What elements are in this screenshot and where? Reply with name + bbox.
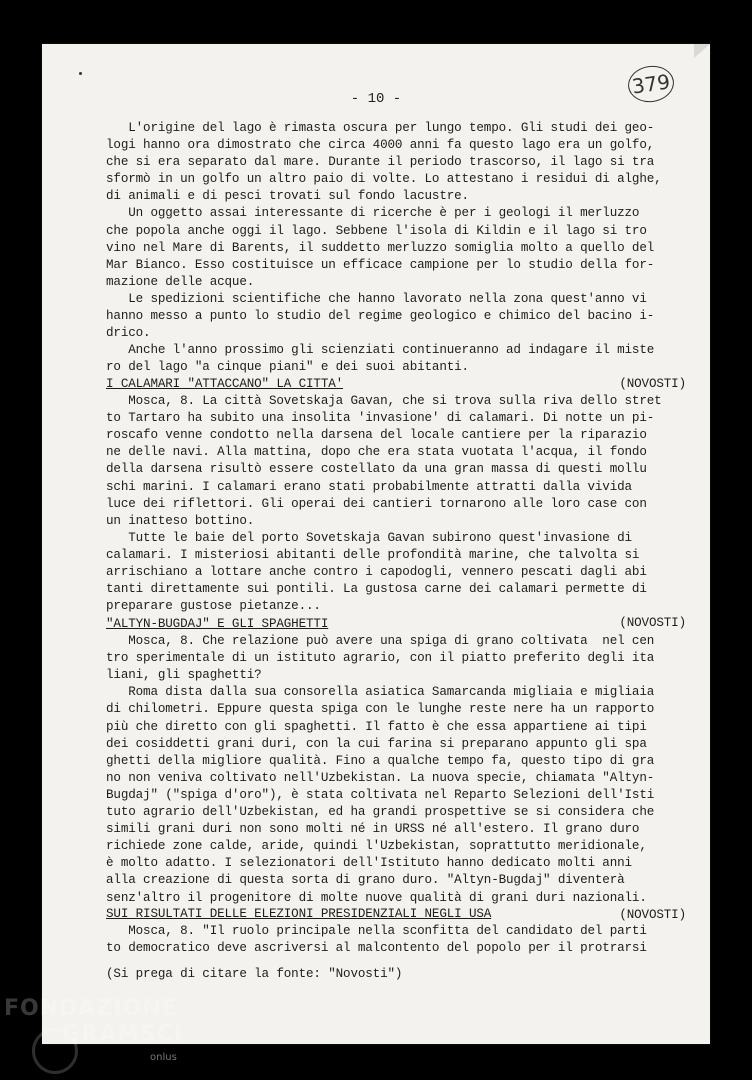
text-line: di animali e di pesci trovati sul fondo lacustre.: [106, 189, 469, 204]
watermark-line2: GRAMSCI: [62, 1022, 184, 1047]
text-line: che si era separato dal mare. Durante il periodo trascorso, il lago si tra: [106, 155, 655, 170]
text-line: Le spedizioni scientifiche che hanno lavorato nella zona quest'anno vi: [106, 291, 647, 306]
article-lago: [106, 120, 686, 394]
text-line: liani, gli spaghetti?: [106, 668, 262, 683]
text-line: Roma dista dalla sua consorella asiatica Samarcanda migliaia e migliaia: [106, 685, 655, 700]
document-page: [42, 44, 710, 1044]
text-line: che popola anche oggi il lago. Sebbene l'isola di Kildin e il lago si tro: [106, 223, 647, 238]
text-line: senz'altro il progenitore di molte nuove qualità di grani duri nazionali.: [106, 890, 647, 905]
archive-number-stamp: 379: [626, 63, 677, 105]
text-line: roscafo venne condotto nella darsena del locale cantiere per la riparazio: [106, 428, 647, 443]
article-altyn-bugdaj: [106, 616, 686, 924]
watermark-suffix: onlus: [150, 1052, 177, 1063]
section-heading: "ALTYN-BUGDAJ" E GLI SPAGHETTI: [106, 617, 329, 631]
text-line: tuto agrario dell'Uzbekistan, ed ha grandi prospettive se si considera che: [106, 805, 655, 820]
section-heading: I CALAMARI "ATTACCANO" LA CITTA': [106, 377, 344, 391]
text-line: Mar Bianco. Esso costituisce un efficace campione per lo studio della for-: [106, 257, 655, 272]
text-line: ro del lago "a cinque piani" e dei suoi abitanti.: [106, 360, 469, 375]
text-line: hanno messo a punto lo studio del regime geologico e chimico del bacino i-: [106, 309, 655, 324]
text-line: Mosca, 8. "Il ruolo principale nella sconfitta del candidato del parti: [106, 924, 647, 939]
text-line: di chilometri. Eppure questa spiga con le lunghe reste nere ha un rapporto: [106, 702, 655, 717]
source-credit: (NOVOSTI): [619, 907, 686, 922]
page-corner-fold: [694, 44, 710, 58]
article-calamari: [106, 376, 686, 632]
text-line: tanti direttamente sui pontili. La gustosa carne dei calamari permette di: [106, 582, 647, 597]
text-line: Un oggetto assai interessante di ricerche è per i geologi il merluzzo: [106, 206, 640, 221]
section-heading: SUI RISULTATI DELLE ELEZIONI PRESIDENZIALI NEGLI USA: [106, 907, 492, 921]
text-line: L'origine del lago è rimasta oscura per lungo tempo. Gli studi dei geo-: [106, 121, 655, 135]
watermark-logo: [4, 996, 204, 1076]
source-credit: (NOVOSTI): [619, 616, 686, 631]
text-line: alla creazione di questa sorta di grano duro. "Altyn-Bugdaj" diventerà: [106, 873, 625, 888]
text-line: tro sperimentale di un istituto agrario, con il piatto preferito degli ita: [106, 651, 655, 666]
text-line: logi hanno ora dimostrato che circa 4000 anni fa questo lago era un golfo,: [106, 138, 655, 153]
text-line: preparare gustose pietanze...: [106, 599, 321, 614]
text-line: più che diretto con gli spaghetti. Il fatto è che essa appartiene ai tipi: [106, 719, 647, 734]
article-elezioni-usa: [106, 906, 686, 957]
text-line: Tutte le baie del porto Sovetskaja Gavan subirono quest'invasione di: [106, 530, 632, 545]
text-line: della darsena risultò essere costellato da una gran massa di questi mollu: [106, 462, 647, 477]
text-line: simili grani duri non sono molti né in URSS né all'estero. Il grano duro: [106, 822, 640, 837]
text-line: vino nel Mare di Barents, il suddetto merluzzo somiglia molto a quello del: [106, 240, 655, 255]
text-line: Mosca, 8. La città Sovetskaja Gavan, che si trova sulla riva dello stret: [106, 394, 662, 409]
text-line: richiede zone calde, aride, quindi l'Uzbekistan, soprattutto meridionale,: [106, 839, 647, 854]
text-line: Mosca, 8. Che relazione può avere una spiga di grano coltivata nel cen: [106, 634, 655, 649]
watermark-line1: FONDAZIONE: [4, 996, 178, 1021]
text-line: mazione delle acque.: [106, 274, 255, 289]
text-line: ghetti della migliore qualità. Fino a qualche tempo fa, questo tipo di gra: [106, 753, 655, 768]
source-credit: (NOVOSTI): [619, 377, 686, 392]
text-line: to Tartaro ha subito una insolita 'invasione' di calamari. Di notte un pi-: [106, 411, 655, 426]
text-line: schi marini. I calamari erano stati probabilmente attratti dalla vivida: [106, 479, 632, 494]
text-line: sformò in un golfo un altro paio di volte. Lo attestano i residui di alghe,: [106, 172, 662, 187]
text-line: no non veniva coltivato nell'Uzbekistan. La nuova specie, chiamata "Altyn-: [106, 770, 655, 785]
text-line: Anche l'anno prossimo gli scienziati continueranno ad indagare il miste: [106, 343, 655, 358]
citation-note: [106, 966, 686, 983]
text-line: calamari. I misteriosi abitanti delle profondità marine, che talvolta si: [106, 547, 640, 562]
page-number: - 10 -: [350, 91, 402, 107]
text-line: dei cosiddetti grani duri, con la cui farina si preparano appunto gli spa: [106, 736, 647, 751]
text-line: arrischiano a lottare anche contro i capodogli, vennero pescati dagli abi: [106, 565, 647, 580]
text-line: è molto adatto. I selezionatori dell'Istituto hanno dedicato molti anni: [106, 856, 632, 871]
text-line: drico.: [106, 326, 151, 341]
text-line: ne delle navi. Alla mattina, dopo che era stata vuotata l'acqua, il fondo: [106, 445, 647, 460]
text-line: un inatteso bottino.: [106, 513, 255, 528]
text-line: to democratico deve ascriversi al malcontento del popolo per il protrarsi: [106, 941, 647, 956]
footer-note: (Si prega di citare la fonte: "Novosti"): [106, 967, 403, 981]
text-line: luce dei riflettori. Gli operai dei cantieri tornarono alle loro case con: [106, 496, 647, 511]
text-line: Bugdaj" ("spiga d'oro"), è stata coltivata nel Reparto Selezioni dell'Isti: [106, 787, 655, 802]
ink-mark: [79, 72, 82, 75]
